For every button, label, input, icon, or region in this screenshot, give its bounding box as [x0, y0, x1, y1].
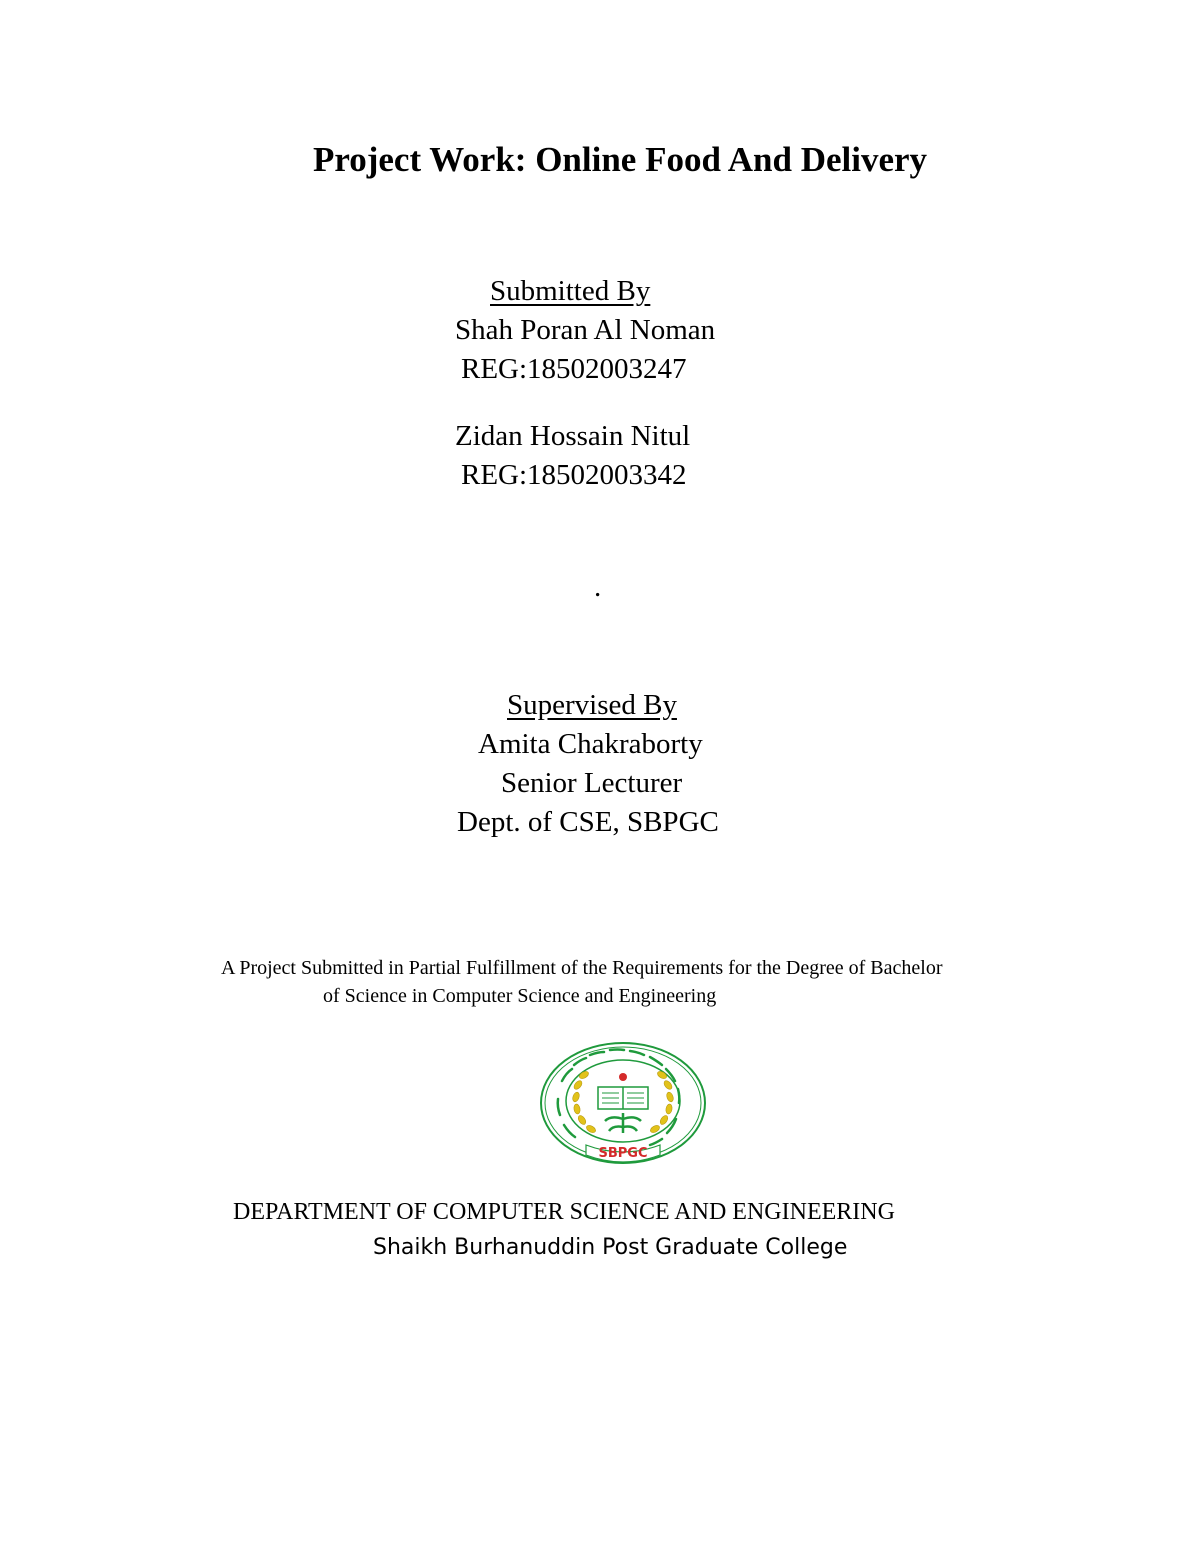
supervisor-name: Amita Chakraborty	[478, 728, 703, 760]
logo-text: SBPGC	[598, 1146, 648, 1161]
supervisor-department: Dept. of CSE, SBPGC	[457, 806, 719, 838]
student-2-reg: REG:18502003342	[461, 459, 687, 491]
college-logo-seal	[538, 1041, 708, 1167]
submitted-by-heading: Submitted By	[490, 275, 651, 307]
student-1-name: Shah Poran Al Noman	[455, 314, 716, 346]
department-name: DEPARTMENT OF COMPUTER SCIENCE AND ENGINEERING	[233, 1199, 895, 1225]
separator-dot: .	[594, 571, 602, 603]
supervised-by-heading: Supervised By	[507, 689, 677, 721]
student-2-name: Zidan Hossain Nitul	[455, 420, 691, 452]
college-name: Shaikh Burhanuddin Post Graduate College	[373, 1235, 848, 1260]
supervisor-designation: Senior Lecturer	[501, 767, 683, 799]
page-title: Project Work: Online Food And Delivery	[312, 140, 928, 179]
statement-line-1: A Project Submitted in Partial Fulfillment of the Requirements for the Degree of Bachelor	[221, 957, 943, 979]
student-1-reg: REG:18502003247	[461, 353, 687, 385]
statement-line-2: of Science in Computer Science and Engineering	[323, 985, 717, 1007]
